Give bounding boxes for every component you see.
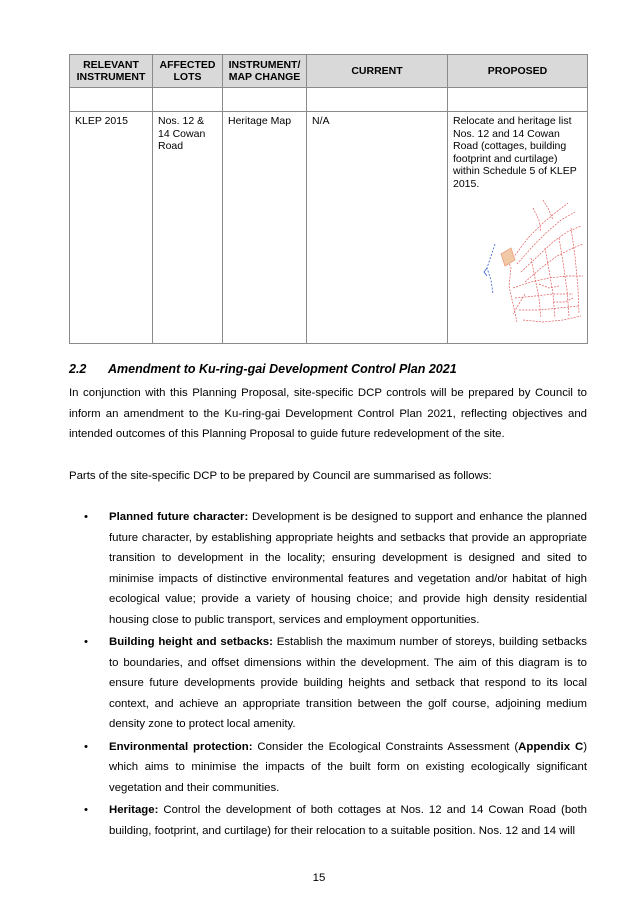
bullet-title: Environmental protection: xyxy=(109,740,253,753)
spacer-cell xyxy=(223,88,307,112)
header-current: CURRENT xyxy=(307,55,448,88)
spacer-cell xyxy=(153,88,223,112)
spacer-cell xyxy=(307,88,448,112)
bullet-icon: • xyxy=(84,804,88,816)
bullet-title: Planned future character: xyxy=(109,511,249,523)
bullet-text: ) which aims to minimise the impacts of the built form on existing ecologically significant vegetation and their communities. xyxy=(109,740,587,794)
table-spacer-row xyxy=(70,88,588,112)
list-item xyxy=(69,800,587,841)
cell-current: N/A xyxy=(307,112,448,344)
summary-paragraph: Parts of the site-specific DCP to be prepared by Council are summarised as follows: xyxy=(69,470,492,482)
cell-lots: Nos. 12 & 14 Cowan Road xyxy=(153,112,223,344)
intro-paragraph: In conjunction with this Planning Proposal, site-specific DCP controls will be prepared by Council to inform an amendment to the Ku-ring-gai Development Control Plan 2021, reflecting objectives and intended outcomes of this Planning Proposal to guide future redevelopment of the site. xyxy=(69,387,587,440)
table-header-row xyxy=(70,55,588,88)
bullet-title: Heritage: xyxy=(109,804,159,816)
bullet-text: Control the development of both cottages at Nos. 12 and 14 Cowan Road (both building, footprint, and curtilage) for their relocation to a suitable position. Nos. 12 and 14 will xyxy=(109,804,587,837)
table-row xyxy=(70,112,588,344)
section-heading xyxy=(69,362,457,376)
section-number: 2.2 xyxy=(69,362,87,376)
bullet-text: Development is be designed to support and enhance the planned future character, by establishing appropriate heights and setbacks that provide an appropriate transition to development in the locality; ensuring development is designed and sited to minimise impacts of distinctive environmental features and vegetation and/or habitat of high ecological value; provide a variety of housing choice; and provide high density residential housing close to public transport, services and employment opportunities. xyxy=(109,511,587,626)
bullet-title: Building height and setbacks: xyxy=(109,636,273,648)
header-proposed: PROPOSED xyxy=(448,55,588,88)
page-number: 15 xyxy=(312,872,326,884)
header-affected-lots: AFFECTED LOTS xyxy=(153,55,223,88)
appendix-reference: Appendix C xyxy=(518,740,584,753)
spacer-cell xyxy=(448,88,588,112)
header-relevant-instrument: RELEVANT INSTRUMENT xyxy=(70,55,153,88)
bullet-text: Establish the maximum number of storeys, building setbacks to boundaries, and offset dimensions within the development. The aim of this diagram is to ensure future developments provide building heights and setback that respond to its local context, and achieve an appropriate transition between the golf course, adjoining medium density zone to protect local amenity. xyxy=(109,636,587,730)
amendment-table xyxy=(69,54,588,344)
spacer-cell xyxy=(70,88,153,112)
header-map-change: INSTRUMENT/ MAP CHANGE xyxy=(223,55,307,88)
list-item xyxy=(69,632,587,735)
heritage-lot-shape xyxy=(501,248,515,266)
heritage-map-image xyxy=(483,198,583,330)
bullet-icon: • xyxy=(84,636,88,648)
list-item xyxy=(69,737,587,799)
proposed-text: Relocate and heritage list Nos. 12 and 14 Cowan Road (cottages, building footprint and curtilage) within Schedule 5 of KLEP 2015. xyxy=(453,115,577,190)
bullet-icon: • xyxy=(84,740,88,753)
cell-change: Heritage Map xyxy=(223,112,307,344)
bullet-text: Consider the Ecological Constraints Assessment ( xyxy=(252,740,519,753)
dcp-parts-list xyxy=(69,507,587,843)
cell-instrument: KLEP 2015 xyxy=(70,112,153,344)
section-title: Amendment to Ku-ring-gai Development Control Plan 2021 xyxy=(108,362,457,376)
list-item xyxy=(69,507,587,630)
cell-proposed xyxy=(448,112,588,344)
bullet-icon: • xyxy=(84,511,88,523)
